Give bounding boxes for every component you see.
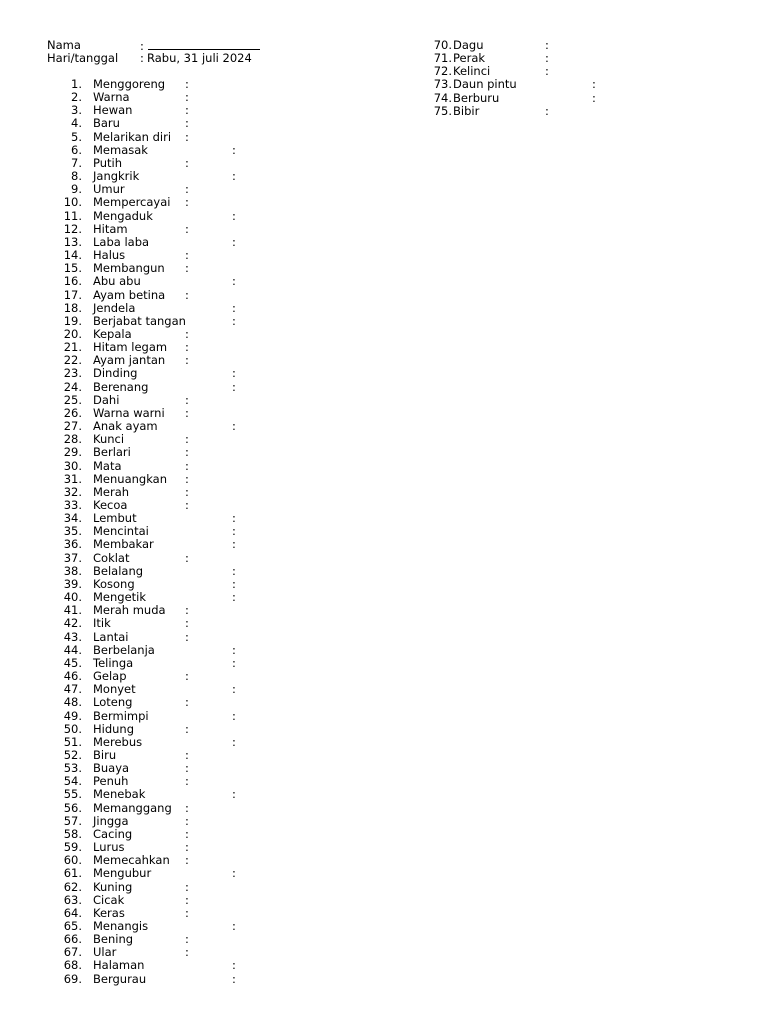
answer-field[interactable]: :	[185, 90, 189, 105]
item-number: 29.	[63, 445, 82, 460]
answer-field[interactable]: :	[232, 274, 236, 289]
item-word: Warna warni	[93, 405, 165, 420]
item-word: Kosong	[93, 576, 135, 591]
answer-field[interactable]: :	[185, 432, 189, 447]
answer-field[interactable]: :	[232, 313, 236, 328]
item-word: Kelinci	[453, 64, 491, 79]
answer-field[interactable]: :	[185, 116, 189, 131]
item-number: 40.	[63, 590, 82, 605]
answer-field[interactable]: :	[185, 629, 189, 644]
answer-field[interactable]: :	[185, 261, 189, 276]
item-number: 18.	[63, 300, 82, 315]
item-word: Hitam legam	[93, 340, 168, 355]
answer-field[interactable]: :	[232, 958, 236, 973]
answer-field[interactable]: :	[232, 379, 236, 394]
answer-field[interactable]: :	[232, 708, 236, 723]
item-number: 54.	[63, 774, 82, 789]
item-word: Menebak	[93, 787, 146, 802]
item-word: Dinding	[93, 366, 138, 381]
item-number: 19.	[63, 313, 82, 328]
item-word: Halus	[93, 248, 126, 263]
answer-field[interactable]: :	[232, 655, 236, 670]
answer-field[interactable]: :	[232, 366, 236, 381]
item-number: 6.	[71, 142, 82, 157]
item-word: Berenang	[93, 379, 149, 394]
answer-field[interactable]: :	[185, 826, 189, 841]
answer-field[interactable]: :	[185, 905, 189, 920]
answer-field[interactable]: :	[185, 747, 189, 762]
answer-field[interactable]: :	[185, 932, 189, 947]
item-number: 52.	[63, 747, 82, 762]
item-word: Laba laba	[93, 234, 150, 249]
answer-field[interactable]: :	[185, 340, 189, 355]
item-number: 64.	[63, 905, 82, 920]
answer-field[interactable]: :	[232, 419, 236, 434]
answer-field[interactable]: :	[185, 221, 189, 236]
item-word: Biru	[93, 747, 117, 762]
item-number: 26.	[63, 405, 82, 420]
item-number: 42.	[63, 616, 82, 631]
item-number: 48.	[63, 695, 82, 710]
item-number: 61.	[63, 866, 82, 881]
item-number: 49.	[63, 708, 82, 723]
answer-field[interactable]: :	[185, 669, 189, 684]
item-word: Warna	[93, 90, 130, 105]
item-word: Memanggang	[93, 800, 172, 815]
item-word: Telinga	[93, 655, 134, 670]
item-word: Menuangkan	[93, 471, 168, 486]
item-word: Coklat	[93, 550, 130, 565]
item-number: 68.	[63, 958, 82, 973]
item-number: 16.	[63, 274, 82, 289]
item-word: Kunci	[93, 432, 125, 447]
item-word: Memasak	[93, 142, 148, 157]
answer-field[interactable]: :	[232, 208, 236, 223]
name-separator: :	[140, 39, 144, 53]
item-word: Mencintai	[93, 524, 149, 539]
item-number: 37.	[63, 550, 82, 565]
item-number: 3.	[71, 103, 82, 118]
answer-field[interactable]: :	[185, 761, 189, 776]
item-word: Dagu	[453, 38, 484, 52]
answer-field[interactable]: :	[185, 326, 189, 341]
answer-field[interactable]: :	[185, 182, 189, 197]
item-word: Loteng	[93, 695, 133, 710]
item-word: Mengubur	[93, 866, 152, 881]
date-value: Rabu, 31 juli 2024	[147, 51, 252, 65]
item-word: Anak ayam	[93, 419, 158, 434]
item-number: 5.	[71, 129, 82, 144]
item-number: 4.	[71, 116, 82, 131]
item-number: 11.	[63, 208, 82, 223]
item-word: Bening	[93, 932, 134, 947]
item-number: 39.	[63, 576, 82, 591]
item-number: 9.	[71, 182, 82, 197]
item-number: 43.	[63, 629, 82, 644]
answer-field[interactable]: :	[232, 563, 236, 578]
item-number: 41.	[63, 603, 82, 618]
answer-field[interactable]: :	[545, 38, 549, 52]
answer-field[interactable]: :	[185, 195, 189, 210]
item-number: 30.	[63, 458, 82, 473]
answer-field[interactable]: :	[545, 103, 549, 118]
item-word: Membakar	[93, 537, 154, 552]
item-word: Buaya	[93, 761, 130, 776]
item-word: Memecahkan	[93, 853, 170, 868]
item-number: 60.	[63, 853, 82, 868]
item-word: Berjabat tangan	[93, 313, 186, 328]
name-underline	[148, 39, 260, 50]
answer-field[interactable]: :	[232, 590, 236, 605]
item-number: 34.	[63, 511, 82, 526]
item-number: 66.	[63, 932, 82, 947]
answer-field[interactable]: :	[232, 169, 236, 184]
answer-field[interactable]: :	[232, 971, 236, 986]
answer-field[interactable]: :	[185, 800, 189, 815]
item-number: 22.	[63, 353, 82, 368]
item-word: Umur	[93, 182, 125, 197]
item-word: Berbelanja	[93, 642, 155, 657]
item-number: 7.	[71, 155, 82, 170]
item-word: Jingga	[93, 813, 129, 828]
item-number: 10.	[63, 195, 82, 210]
item-word: Menggoreng	[93, 77, 166, 91]
item-number: 23.	[63, 366, 82, 381]
item-word: Gelap	[93, 669, 127, 684]
item-word: Mata	[93, 458, 122, 473]
item-word: Halaman	[93, 958, 145, 973]
answer-field[interactable]: :	[545, 51, 549, 66]
answer-field[interactable]: :	[185, 695, 189, 710]
item-word: Penuh	[93, 774, 129, 789]
item-word: Ayam jantan	[93, 353, 166, 368]
item-number: 35.	[63, 524, 82, 539]
item-number: 62.	[63, 879, 82, 894]
answer-field[interactable]: :	[232, 234, 236, 249]
item-number: 71.	[433, 51, 452, 66]
answer-field[interactable]: :	[232, 537, 236, 552]
answer-field[interactable]: :	[185, 471, 189, 486]
answer-field[interactable]: :	[185, 77, 189, 91]
item-number: 12.	[63, 221, 82, 236]
answer-field[interactable]: :	[185, 248, 189, 263]
item-number: 31.	[63, 471, 82, 486]
item-number: 1.	[71, 77, 82, 91]
item-number: 50.	[63, 721, 82, 736]
item-number: 57.	[63, 813, 82, 828]
item-number: 2.	[71, 90, 82, 105]
item-number: 63.	[63, 892, 82, 907]
item-word: Kuning	[93, 879, 133, 894]
item-number: 75.	[433, 103, 452, 118]
item-number: 69.	[63, 971, 82, 986]
item-word: Merah	[93, 484, 130, 499]
answer-field[interactable]: :	[185, 853, 189, 868]
answer-field[interactable]: :	[185, 155, 189, 170]
item-number: 27.	[63, 419, 82, 434]
item-number: 13.	[63, 234, 82, 249]
item-word: Bergurau	[93, 971, 147, 986]
item-number: 46.	[63, 669, 82, 684]
item-number: 58.	[63, 826, 82, 841]
answer-field[interactable]: :	[232, 576, 236, 591]
item-word: Membangun	[93, 261, 165, 276]
item-number: 56.	[63, 800, 82, 815]
item-word: Bibir	[453, 103, 480, 118]
item-word: Baru	[93, 116, 120, 131]
item-word: Daun pintu	[453, 77, 517, 92]
item-number: 65.	[63, 919, 82, 933]
item-word: Putih	[93, 155, 123, 170]
answer-field[interactable]: :	[185, 603, 189, 618]
item-word: Keras	[93, 905, 125, 920]
answer-field[interactable]: :	[232, 300, 236, 315]
answer-field[interactable]: :	[185, 879, 189, 894]
item-number: 8.	[71, 169, 82, 184]
item-word: Cicak	[93, 892, 125, 907]
item-word: Kecoa	[93, 498, 128, 512]
date-separator: :	[140, 51, 144, 65]
item-number: 21.	[63, 340, 82, 355]
item-number: 15.	[63, 261, 82, 276]
item-word: Mempercayai	[93, 195, 171, 210]
answer-field[interactable]: :	[185, 458, 189, 473]
item-word: Lembut	[93, 511, 137, 526]
item-word: Melarikan diri	[93, 129, 172, 144]
item-number: 72.	[433, 64, 452, 79]
answer-field[interactable]: :	[185, 392, 189, 407]
item-number: 44.	[63, 642, 82, 657]
answer-field[interactable]: :	[185, 103, 189, 118]
answer-field[interactable]: :	[185, 287, 189, 302]
answer-field[interactable]: :	[185, 840, 189, 855]
item-word: Perak	[453, 51, 486, 66]
item-word: Berburu	[453, 90, 500, 105]
item-number: 33.	[63, 498, 82, 512]
item-word: Mengetik	[93, 590, 147, 605]
item-number: 20.	[63, 326, 82, 341]
answer-field[interactable]: :	[185, 129, 189, 144]
answer-field[interactable]: :	[232, 734, 236, 749]
item-number: 55.	[63, 787, 82, 802]
item-word: Kepala	[93, 326, 132, 341]
item-word: Lurus	[93, 840, 125, 855]
answer-field[interactable]: :	[185, 498, 189, 512]
answer-field[interactable]: :	[232, 524, 236, 539]
item-number: 74.	[433, 90, 452, 105]
item-word: Dahi	[93, 392, 120, 407]
item-number: 14.	[63, 248, 82, 263]
item-number: 32.	[63, 484, 82, 499]
item-word: Menangis	[93, 919, 149, 933]
answer-field[interactable]: :	[185, 813, 189, 828]
item-number: 59.	[63, 840, 82, 855]
item-word: Monyet	[93, 682, 136, 697]
item-word: Ayam betina	[93, 287, 166, 302]
answer-field[interactable]: :	[185, 353, 189, 368]
item-number: 38.	[63, 563, 82, 578]
answer-field[interactable]: :	[185, 945, 189, 960]
date-label: Hari/tanggal	[47, 51, 119, 65]
answer-field[interactable]: :	[185, 774, 189, 789]
answer-field[interactable]: :	[592, 77, 596, 92]
item-number: 28.	[63, 432, 82, 447]
item-word: Lantai	[93, 629, 129, 644]
answer-field[interactable]: :	[232, 642, 236, 657]
item-word: Belalang	[93, 563, 144, 578]
answer-field[interactable]: :	[185, 550, 189, 565]
answer-field[interactable]: :	[232, 919, 236, 933]
answer-field[interactable]: :	[185, 892, 189, 907]
answer-field[interactable]: :	[232, 866, 236, 881]
item-word: Berlari	[93, 445, 131, 460]
item-word: Mengaduk	[93, 208, 153, 223]
item-number: 51.	[63, 734, 82, 749]
answer-field[interactable]: :	[185, 484, 189, 499]
name-label: Nama	[47, 38, 81, 52]
item-number: 70.	[433, 38, 452, 52]
item-number: 36.	[63, 537, 82, 552]
item-word: Cacing	[93, 826, 133, 841]
item-word: Hewan	[93, 103, 133, 118]
item-number: 47.	[63, 682, 82, 697]
item-number: 45.	[63, 655, 82, 670]
answer-field[interactable]: :	[185, 405, 189, 420]
item-number: 24.	[63, 379, 82, 394]
answer-field[interactable]: :	[185, 445, 189, 460]
item-number: 17.	[63, 287, 82, 302]
item-word: Jangkrik	[93, 169, 140, 184]
item-number: 73.	[433, 77, 452, 92]
answer-field[interactable]: :	[232, 142, 236, 157]
answer-field[interactable]: :	[232, 682, 236, 697]
answer-field[interactable]: :	[185, 616, 189, 631]
answer-field[interactable]: :	[185, 721, 189, 736]
answer-field[interactable]: :	[592, 90, 596, 105]
answer-field[interactable]: :	[545, 64, 549, 79]
item-word: Bermimpi	[93, 708, 149, 723]
item-word: Merah muda	[93, 603, 166, 618]
item-word: Hidung	[93, 721, 135, 736]
answer-field[interactable]: :	[232, 511, 236, 526]
answer-field[interactable]: :	[232, 787, 236, 802]
item-word: Itik	[93, 616, 111, 631]
item-number: 67.	[63, 945, 82, 960]
item-number: 25.	[63, 392, 82, 407]
item-word: Ular	[93, 945, 117, 960]
item-word: Hitam	[93, 221, 128, 236]
item-word: Merebus	[93, 734, 143, 749]
item-word: Jendela	[93, 300, 136, 315]
item-word: Abu abu	[93, 274, 141, 289]
item-number: 53.	[63, 761, 82, 776]
